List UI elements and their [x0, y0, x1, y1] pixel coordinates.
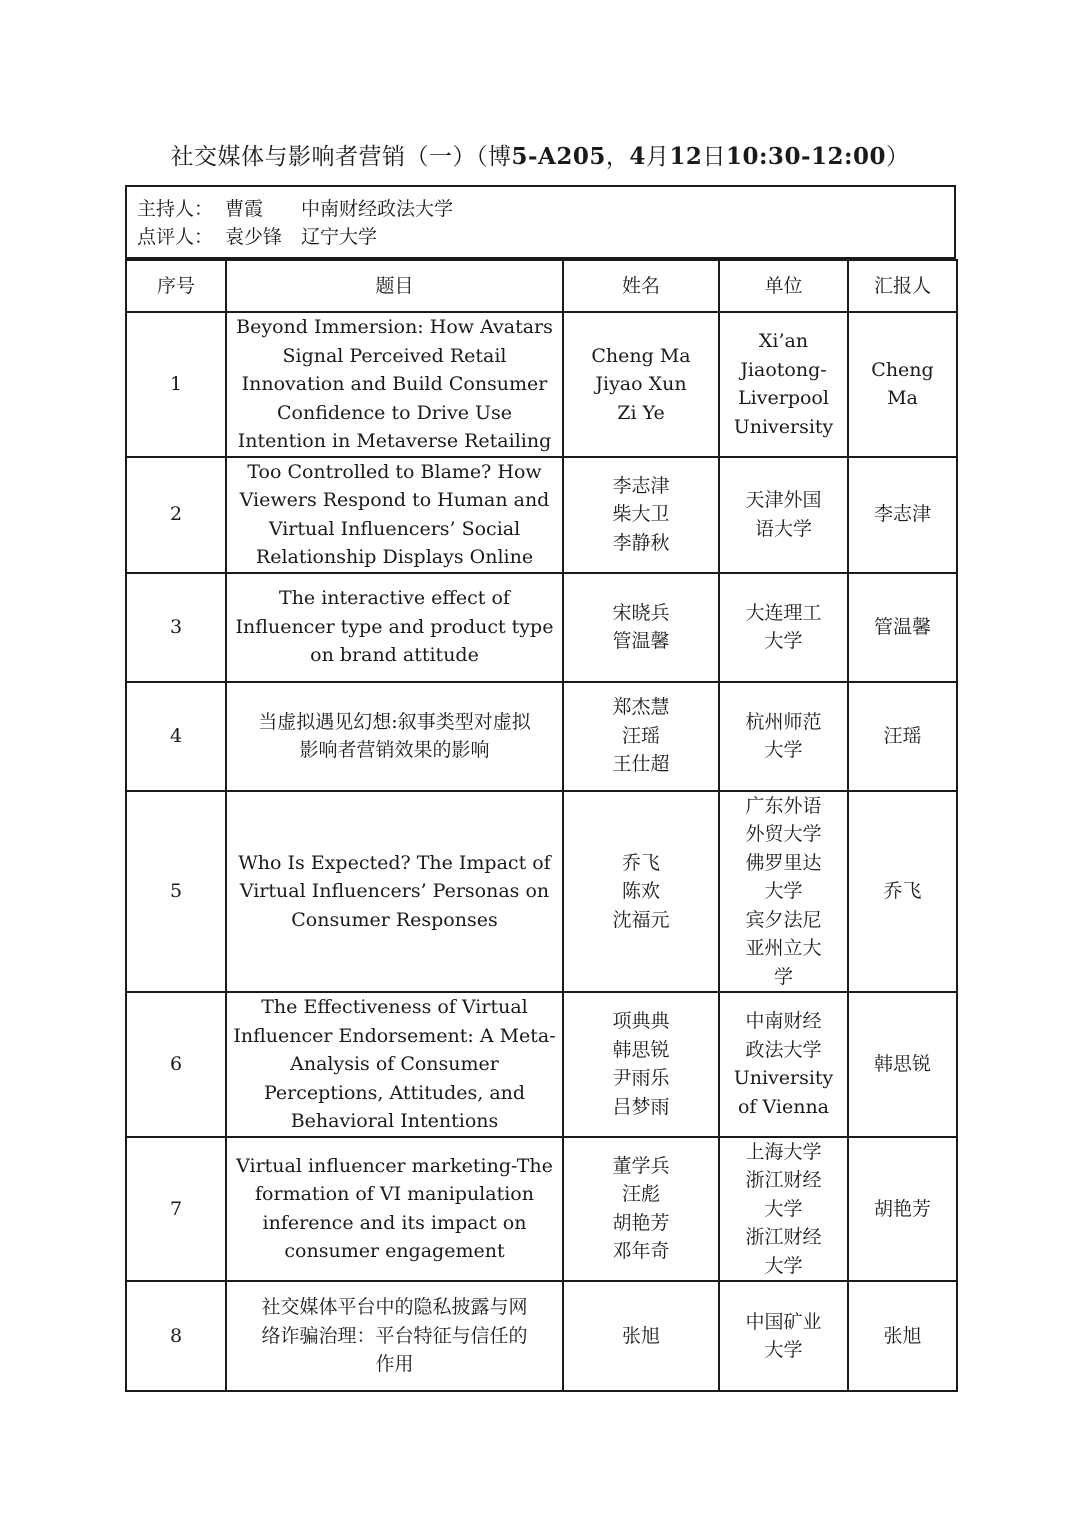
table-header-row	[126, 260, 957, 312]
row-no: 2	[126, 457, 226, 573]
row-affiliation: 广东外语 外贸大学 佛罗里达 大学 宾夕法尼 亚州立大 学	[719, 791, 848, 993]
moderator-role: 主持人：	[137, 198, 214, 220]
title-session: 社交媒体与影响者营销（一）（博	[170, 144, 512, 170]
row-affiliation: 中南财经 政法大学 University of Vienna	[719, 992, 848, 1137]
moderator-line	[137, 195, 944, 223]
row-affiliation: 中国矿业 大学	[719, 1281, 848, 1391]
table-row	[126, 573, 957, 682]
row-presenter: 胡艳芳	[848, 1137, 957, 1282]
header-title: 题目	[226, 260, 563, 312]
row-presenter: Cheng Ma	[848, 312, 957, 457]
row-no: 3	[126, 573, 226, 682]
page-title	[0, 140, 1080, 174]
title-comma: ，	[605, 144, 630, 170]
row-title: 当虚拟遇见幻想:叙事类型对虚拟 影响者营销效果的影响	[226, 682, 563, 791]
moderator-name: 曹霞	[225, 198, 264, 220]
row-presenter: 汪瑶	[848, 682, 957, 791]
title-month-unit: 月	[645, 144, 670, 170]
row-affiliation: 上海大学 浙江财经 大学 浙江财经 大学	[719, 1137, 848, 1282]
discussant-name: 袁少锋	[225, 226, 283, 248]
row-authors: 李志津 柴大卫 李静秋	[563, 457, 719, 573]
table-row	[126, 312, 957, 457]
moderator-org: 中南财经政法大学	[301, 198, 454, 220]
row-title: Beyond Immersion: How Avatars Signal Perceived Retail Innovation and Build Consumer Confidence to Drive Use Intention in Metaverse Retailing	[226, 312, 563, 457]
table-row	[126, 791, 957, 993]
header-authors: 姓名	[563, 260, 719, 312]
host-info-box	[125, 185, 956, 259]
row-no: 8	[126, 1281, 226, 1391]
table-row	[126, 1281, 957, 1391]
row-authors: Cheng Ma Jiyao Xun Zi Ye	[563, 312, 719, 457]
title-day-unit: 日	[702, 144, 726, 170]
table-row	[126, 457, 957, 573]
row-authors: 宋晓兵 管温馨	[563, 573, 719, 682]
title-close: ）	[886, 144, 910, 170]
row-authors: 乔飞 陈欢 沈福元	[563, 791, 719, 993]
row-affiliation: 大连理工 大学	[719, 573, 848, 682]
table-row	[126, 992, 957, 1137]
title-month: 4	[629, 143, 646, 170]
title-room: 5-A205	[511, 143, 606, 170]
row-authors: 项典典 韩思锐 尹雨乐 吕梦雨	[563, 992, 719, 1137]
row-title: Too Controlled to Blame? How Viewers Respond to Human and Virtual Influencers’ Social Relationship Displays Online	[226, 457, 563, 573]
row-authors: 郑杰慧 汪瑶 王仕超	[563, 682, 719, 791]
row-no: 4	[126, 682, 226, 791]
discussant-org: 辽宁大学	[301, 226, 378, 248]
title-day: 12	[669, 143, 703, 170]
row-no: 1	[126, 312, 226, 457]
row-authors: 张旭	[563, 1281, 719, 1391]
schedule-table	[125, 259, 958, 1392]
row-presenter: 乔飞	[848, 791, 957, 993]
discussant-role: 点评人：	[137, 226, 214, 248]
row-presenter: 张旭	[848, 1281, 957, 1391]
row-presenter: 李志津	[848, 457, 957, 573]
row-presenter: 管温馨	[848, 573, 957, 682]
header-presenter: 汇报人	[848, 260, 957, 312]
row-title: Who Is Expected? The Impact of Virtual Influencers’ Personas on Consumer Responses	[226, 791, 563, 993]
row-affiliation: Xi’an Jiaotong- Liverpool University	[719, 312, 848, 457]
title-time: 10:30-12:00	[725, 143, 886, 170]
row-no: 7	[126, 1137, 226, 1282]
header-affiliation: 单位	[719, 260, 848, 312]
table-row	[126, 682, 957, 791]
discussant-line	[137, 223, 944, 251]
row-title: 社交媒体平台中的隐私披露与网 络诈骗治理：平台特征与信任的 作用	[226, 1281, 563, 1391]
row-authors: 董学兵 汪彪 胡艳芳 邓年奇	[563, 1137, 719, 1282]
row-title: Virtual influencer marketing-The formation of VI manipulation inference and its impact on consumer engagement	[226, 1137, 563, 1282]
row-no: 5	[126, 791, 226, 993]
header-no: 序号	[126, 260, 226, 312]
row-affiliation: 天津外国 语大学	[719, 457, 848, 573]
row-affiliation: 杭州师范 大学	[719, 682, 848, 791]
table-row	[126, 1137, 957, 1282]
row-title: The Effectiveness of Virtual Influencer Endorsement: A Meta-Analysis of Consumer Perceptions, Attitudes, and Behavioral Intentions	[226, 992, 563, 1137]
row-title: The interactive effect of Influencer type and product type on brand attitude	[226, 573, 563, 682]
row-no: 6	[126, 992, 226, 1137]
row-presenter: 韩思锐	[848, 992, 957, 1137]
